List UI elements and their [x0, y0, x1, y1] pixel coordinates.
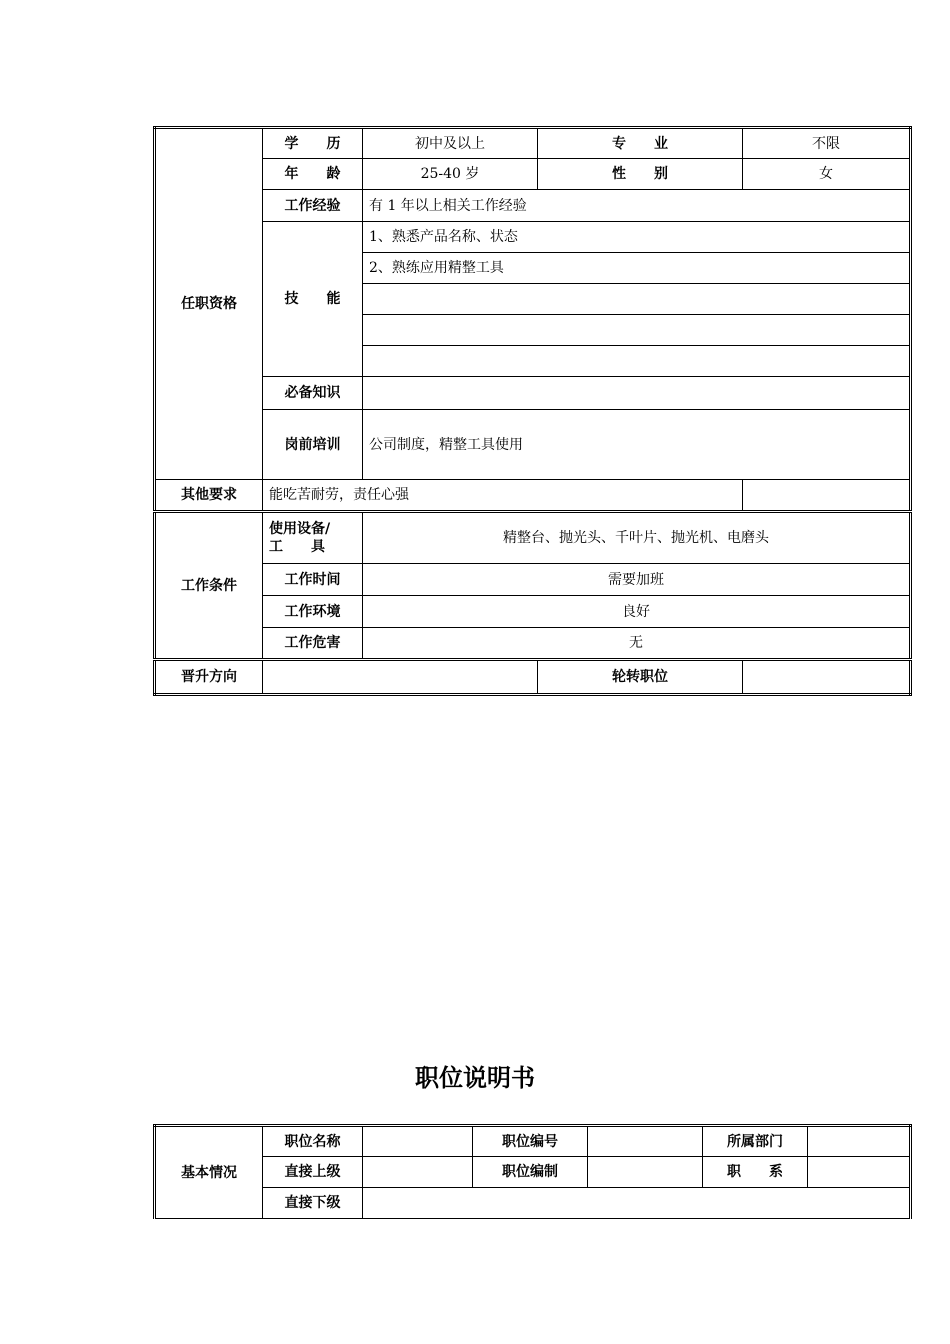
skill-item [363, 315, 911, 346]
rotation-label: 轮转职位 [538, 660, 743, 695]
position-name-value [363, 1126, 473, 1157]
gender-label: 性 别 [538, 159, 743, 190]
skill-item [363, 346, 911, 377]
superior-value [363, 1157, 473, 1188]
skills-label: 技 能 [263, 222, 363, 377]
department-label: 所属部门 [703, 1126, 808, 1157]
headcount-value [588, 1157, 703, 1188]
gender-value: 女 [743, 159, 911, 190]
page-title: 职位说明书 [415, 1064, 535, 1092]
work-conditions-header: 工作条件 [155, 512, 263, 660]
major-value: 不限 [743, 128, 911, 159]
work-hazard-value: 无 [363, 628, 911, 660]
superior-label: 直接上级 [263, 1157, 363, 1188]
age-value: 25-40 岁 [363, 159, 538, 190]
equipment-label-line2: 工 具 [269, 539, 325, 555]
rank-value [808, 1157, 911, 1188]
rank-label: 职 系 [703, 1157, 808, 1188]
promotion-label: 晋升方向 [155, 660, 263, 695]
education-value: 初中及以上 [363, 128, 538, 159]
knowledge-value [363, 377, 911, 410]
work-environment-label: 工作环境 [263, 596, 363, 628]
position-number-value [588, 1126, 703, 1157]
work-hazard-label: 工作危害 [263, 628, 363, 660]
other-requirements-label: 其他要求 [155, 480, 263, 512]
work-environment-value: 良好 [363, 596, 911, 628]
rotation-value [743, 660, 911, 695]
subordinate-label: 直接下级 [263, 1188, 363, 1219]
training-value: 公司制度，精整工具使用 [363, 410, 911, 480]
equipment-label [263, 512, 363, 564]
experience-label: 工作经验 [263, 190, 363, 222]
equipment-value: 精整台、抛光头、千叶片、抛光机、电磨头 [363, 512, 911, 564]
headcount-label: 职位编制 [473, 1157, 588, 1188]
major-label: 专 业 [538, 128, 743, 159]
skill-item: 2、熟练应用精整工具 [363, 253, 911, 284]
work-hours-label: 工作时间 [263, 564, 363, 596]
equipment-label-line1: 使用设备/ [269, 521, 331, 537]
education-label: 学 历 [263, 128, 363, 159]
age-label: 年 龄 [263, 159, 363, 190]
knowledge-label: 必备知识 [263, 377, 363, 410]
skill-item [363, 284, 911, 315]
qualification-header: 任职资格 [155, 128, 263, 480]
position-name-label: 职位名称 [263, 1126, 363, 1157]
department-value [808, 1126, 911, 1157]
training-label: 岗前培训 [263, 410, 363, 480]
basic-info-table [153, 1124, 912, 1219]
work-hours-value: 需要加班 [363, 564, 911, 596]
other-requirements-value: 能吃苦耐劳，责任心强 [263, 480, 743, 512]
basic-info-header: 基本情况 [155, 1126, 263, 1219]
position-number-label: 职位编号 [473, 1126, 588, 1157]
subordinate-value [363, 1188, 911, 1219]
skill-item: 1、熟悉产品名称、状态 [363, 222, 911, 253]
promotion-value [263, 660, 538, 695]
job-requirements-table [153, 126, 912, 696]
experience-value: 有 1 年以上相关工作经验 [363, 190, 911, 222]
